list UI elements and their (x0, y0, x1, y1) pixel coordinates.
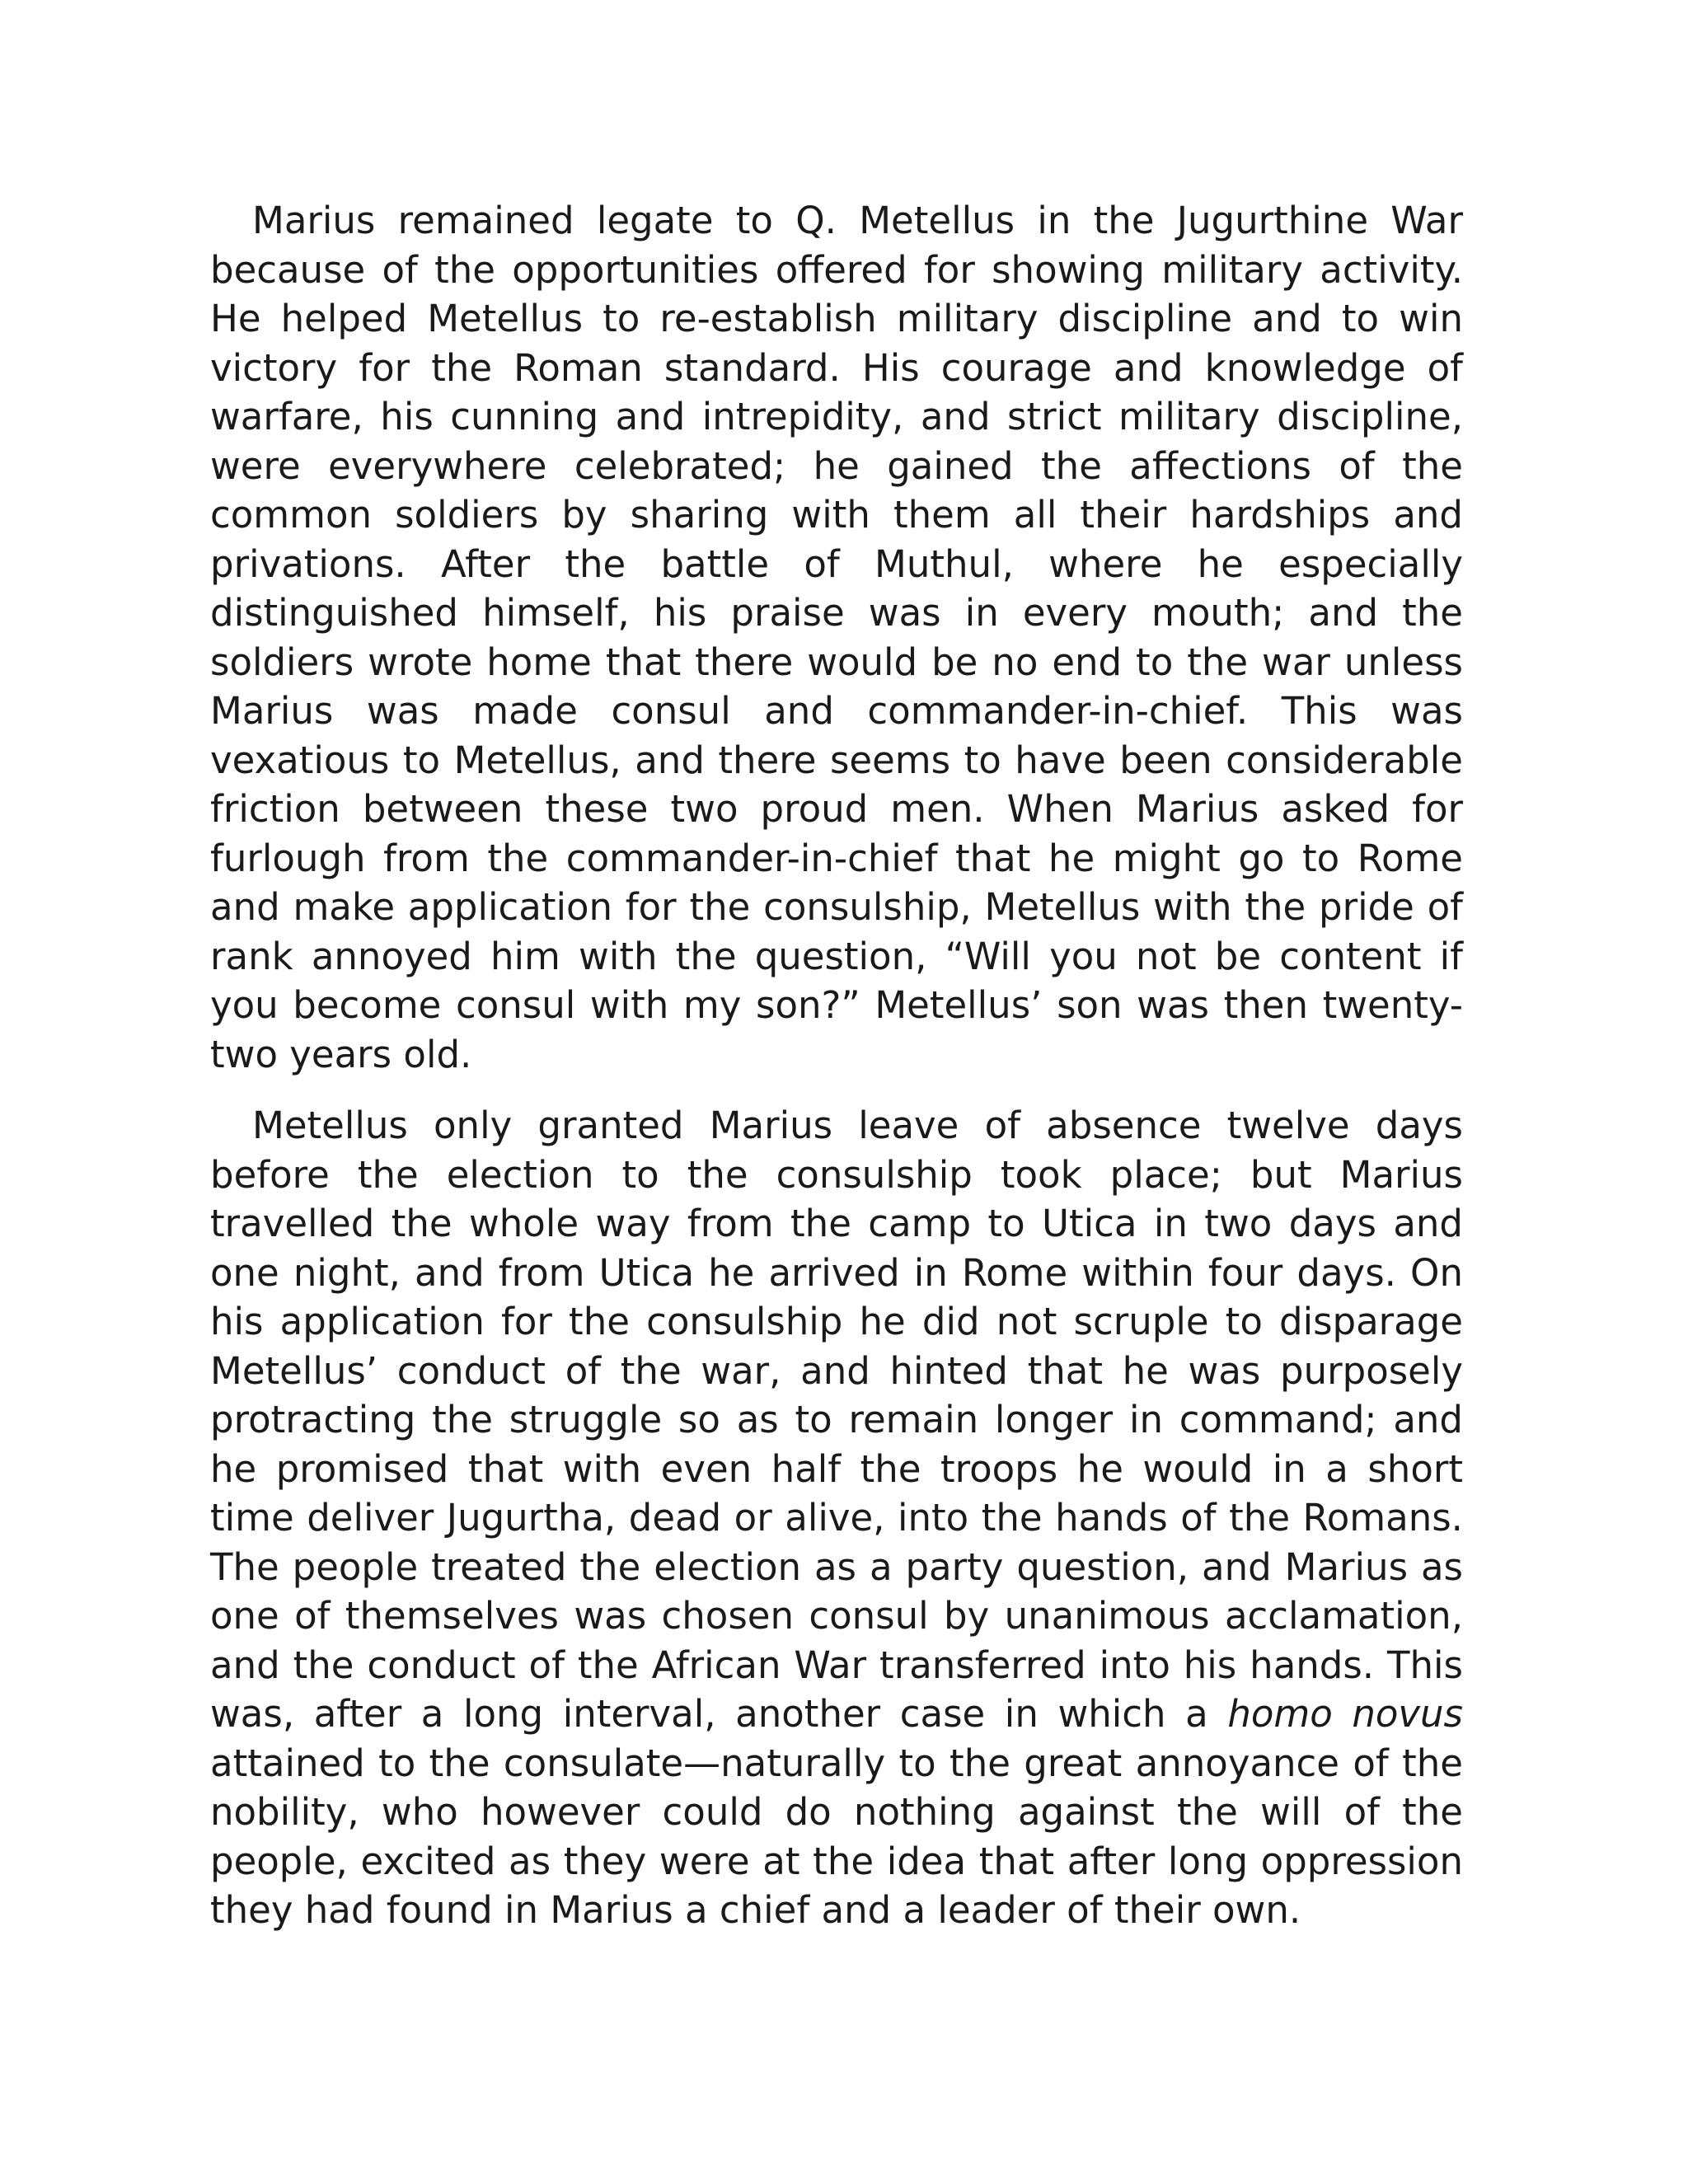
latin-term: homo novus (1227, 1692, 1464, 1736)
paragraph-2-text-end: attained to the consulate—naturally to the great annoyance of the nobility, who however could do nothing against the will of the people, excited as they were at the idea that after long oppression they had found in Marius a chief and a leader of their own. (210, 1741, 1463, 1932)
paragraph-1 (210, 196, 1463, 1079)
page-body (210, 196, 1463, 1935)
paragraph-2 (210, 1101, 1463, 1935)
paragraph-2-text-start: Metellus only granted Marius leave of absence twelve days before the election to the consulship took place; but Marius travelled the whole way from the camp to Utica in two days and one night, and from Utica he arrived in Rome within four days. On his application for the consulship he did not scruple to disparage Metellus’ conduct of the war, and hinted that he was purposely protracting the struggle so as to remain longer in command; and he promised that with even half the troops he would in a short time deliver Jugurtha, dead or alive, into the hands of the Romans. The people treated the election as a party question, and Marius as one of themselves was chosen consul by unanimous acclamation, and the conduct of the African War transferred into his hands. This was, after a long interval, another case in which a (210, 1104, 1463, 1736)
paragraph-1-text: Marius remained legate to Q. Metellus in the Jugurthine War because of the opportunities offered for showing military activity. He helped Metellus to re-establish military discipline and to win victory for the Roman standard. His courage and knowledge of warfare, his cunning and intrepidity, and strict military discipline, were everywhere celebrated; he gained the affections of the common soldiers by sharing with them all their hardships and privations. After the battle of Muthul, where he especially distinguished himself, his praise was in every mouth; and the soldiers wrote home that there would be no end to the war unless Marius was made consul and commander-in-chief. This was vexatious to Metellus, and there seems to have been considerable friction between these two proud men. When Marius asked for furlough from the commander-in-chief that he might go to Rome and make application for the consulship, Metellus with the pride of rank annoyed him with the question, “Will you not be content if you become consul with my son?” Metellus’ son was then twenty-two years old. (210, 199, 1463, 1076)
